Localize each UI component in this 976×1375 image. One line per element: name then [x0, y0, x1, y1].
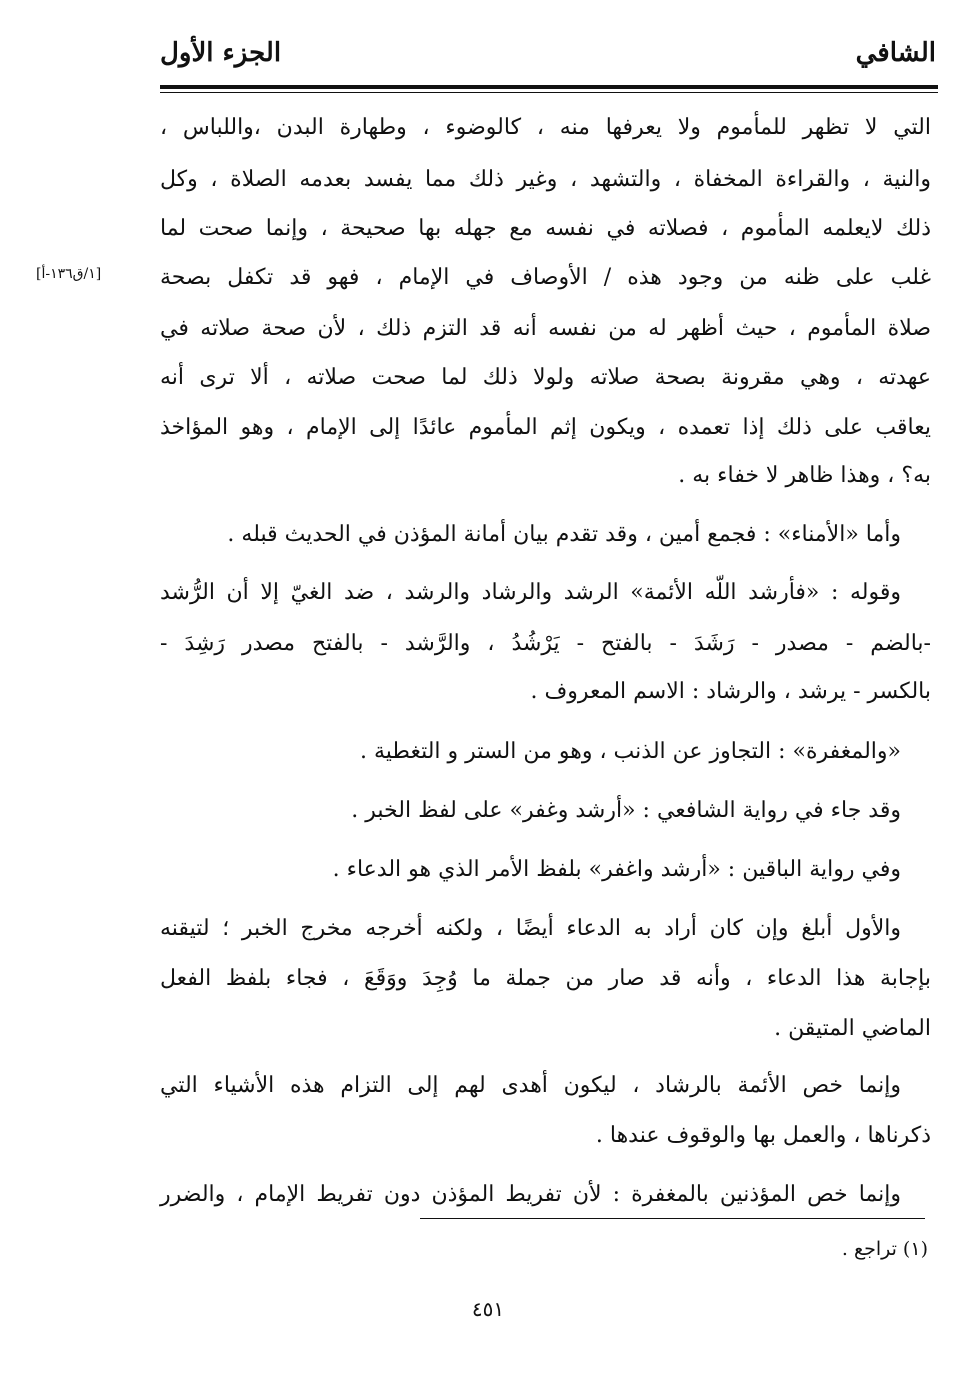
- footnote: (١) تراجع .: [841, 1238, 928, 1260]
- text-line: وقوله : «فأرشد اللّه الأئمة» الرشد والرشاد والرشد ، ضد الغيّ إلا أن الرُّشد: [160, 580, 901, 605]
- text-line: عهدته ، وهي مقرونة بصحة صلاته ولولا ذلك لما صحت صلاته ، ألا ترى أنه: [160, 365, 931, 390]
- text-line: صلاة المأموم ، حيث أظهر له من نفسه أنه قد التزم ذلك ، لأن صحة صلاته في: [160, 316, 931, 341]
- text-line: وفي رواية الباقين : «أرشد واغفر» بلفظ الأمر الذي هو الدعاء .: [332, 857, 901, 882]
- header-rule-thick: [160, 85, 938, 89]
- text-line: -بالضم - مصدر - رَشَدَ - بالفتح - يَرْشُدُ ، والرَّشد - بالفتح مصدر رَشِدَ -: [160, 631, 931, 656]
- text-line: والنية ، والقراءة المخفاة ، والتشهد ، وغير ذلك مما يفسد بعدمه الصلاة ، وكل: [160, 167, 931, 192]
- text-line: وإنما خص المؤذنين بالمغفرة : لأن تفريط المؤذن دون تفريط الإمام ، والضرر: [160, 1182, 901, 1207]
- text-line: «والمغفرة» : التجاوز عن الذنب ، وهو من الستر و التغطية .: [360, 739, 901, 764]
- text-line: بالكسر - يرشد ، والرشاد : الاسم المعروف .: [530, 679, 931, 704]
- text-line: التي لا تظهر للمأموم ولا يعرفها منه ، كالوضوء ، وطهارة البدن ،واللباس ،: [160, 115, 931, 140]
- text-line: ذكرناها ، والعمل بها والوقوف عندها .: [595, 1123, 931, 1148]
- text-line: ذلك لايعلمه المأموم ، فصلاته في نفسه مع جهله بها صحيحة ، وإنما صحت لما: [160, 216, 931, 241]
- text-line: الماضي المتيقن .: [774, 1016, 931, 1041]
- page-number: ٤٥١: [471, 1297, 505, 1321]
- running-head-title: الشافي: [855, 38, 936, 68]
- text-line: به؟ ، وهذا ظاهر لا خفاء به .: [678, 463, 931, 488]
- text-line: يعاقب على ذلك إذا تعمده ، ويكون إثم المأموم عائدًا إلى الإمام ، وهو المؤاخذ: [160, 415, 931, 440]
- footnote-rule: [420, 1218, 925, 1219]
- header-rule-thin: [160, 92, 938, 93]
- text-line: وقد جاء في رواية الشافعي : «أرشد وغفر» على لفظ الخبر .: [351, 798, 901, 823]
- margin-manuscript-reference: [١/ق١٣٦-أ]: [36, 266, 102, 282]
- text-line: غلب على ظنه من وجود هذه / الأوصاف في الإمام ، فهو قد تكفل بصحة: [160, 265, 931, 290]
- text-line: وأما «الأمناء» : فجمع أمين ، وقد تقدم بيان أمانة المؤذن في الحديث قبله .: [227, 522, 901, 547]
- running-head-part: الجزء الأول: [160, 38, 282, 68]
- text-line: والأول أبلغ وإن كان أراد به الدعاء أيضًا ، ولكنه أخرجه مخرج الخبر ؛ لتيقنه: [160, 916, 901, 941]
- text-line: بإجابة هذا الدعاء ، وأنه قد صار من جملة ما وُجِدَ ووَقَعَ ، فجاء بلفظ الفعل: [160, 966, 931, 991]
- text-line: وإنما خص الأئمة بالرشاد ، ليكون أهدى لهم إلى التزام هذه الأشياء التي: [160, 1073, 901, 1098]
